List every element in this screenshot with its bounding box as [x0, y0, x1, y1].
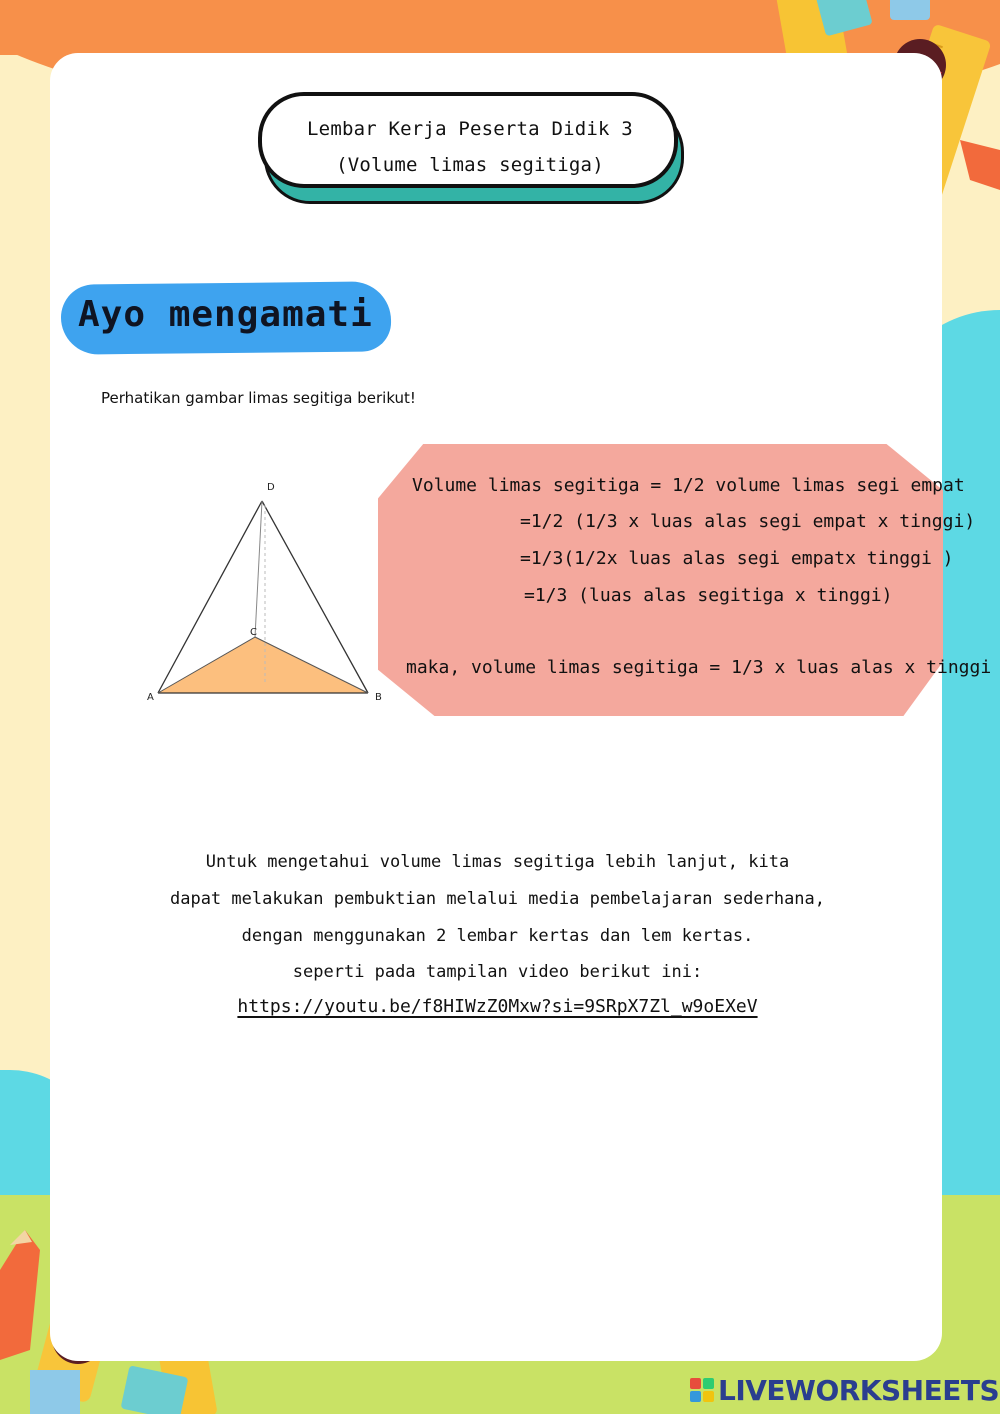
- triangular-pyramid-figure: [140, 475, 400, 710]
- formula-line-4: =1/3 (luas alas segitiga x tinggi): [524, 585, 893, 606]
- paragraph-line-3: dengan menggunakan 2 lembar kertas dan lem kertas.: [241, 926, 754, 946]
- instruction-text: Perhatikan gambar limas segitiga berikut!: [101, 389, 416, 407]
- formula-line-1: Volume limas segitiga = 1/2 volume limas segi empat: [412, 475, 965, 496]
- formula-line-3: =1/3(1/2x luas alas segi empatx tinggi ): [520, 548, 954, 569]
- liveworksheets-logo-icon: [690, 1378, 714, 1402]
- pyramid-base-triangle: [158, 637, 368, 693]
- title-line-1: Lembar Kerja Peserta Didik 3: [307, 118, 633, 140]
- formula-line-2: =1/2 (1/3 x luas alas segi empat x tinggi): [520, 511, 976, 532]
- liveworksheets-watermark: [690, 1372, 999, 1408]
- paragraph-line-2: dapat melakukan pembuktian melalui media pembelajaran sederhana,: [169, 889, 826, 909]
- title-box: [258, 92, 682, 204]
- watermark-text: LIVEWORKSHEETS: [718, 1373, 1000, 1407]
- edge-cd: [255, 501, 262, 637]
- paragraph-line-1: Untuk mengetahui volume limas segitiga lebih lanjut, kita: [205, 852, 790, 872]
- title-line-2: (Volume limas segitiga): [336, 154, 604, 176]
- section-heading: Ayo mengamati: [78, 294, 373, 335]
- paragraph-line-4: seperti pada tampilan video berikut ini:: [292, 962, 703, 982]
- vertex-label-c: C: [250, 627, 257, 638]
- video-link[interactable]: https://youtu.be/f8HIWzZ0Mxw?si=9SRpX7Zl_w9oEXeV: [237, 996, 758, 1017]
- vertex-label-b: B: [375, 692, 382, 703]
- formula-conclusion: maka, volume limas segitiga = 1/3 x luas alas x tinggi: [406, 657, 992, 678]
- video-link-container: [100, 996, 895, 1017]
- vertex-label-a: A: [147, 692, 154, 703]
- vertex-label-d: D: [267, 482, 275, 493]
